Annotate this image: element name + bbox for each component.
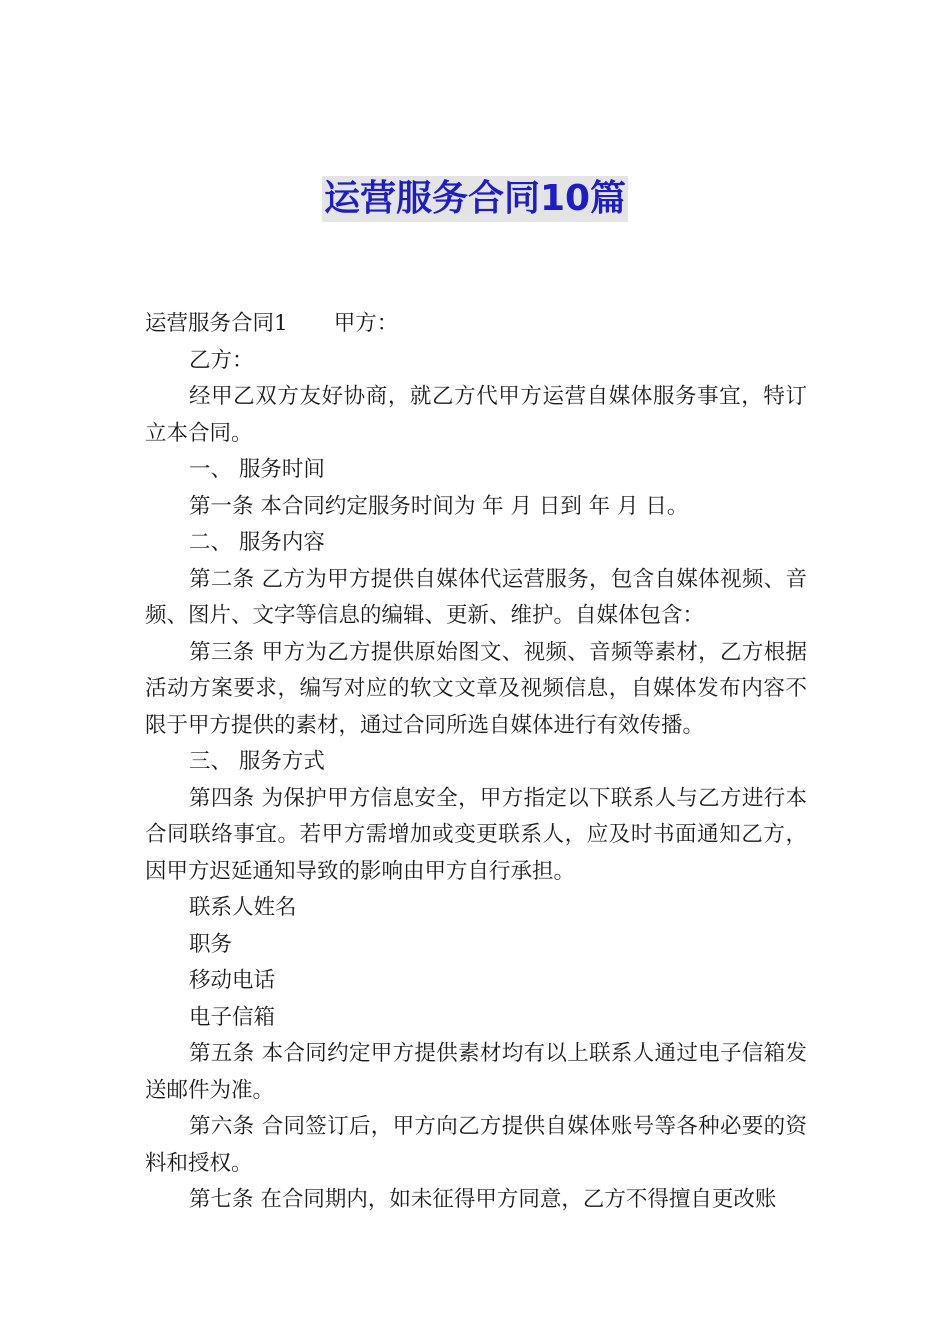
section-heading-service-content: 二、 服务内容 <box>189 530 325 555</box>
contact-title-label: 职务 <box>189 931 233 957</box>
article-1: 第一条 本合同约定服务时间为 年 月 日到 年 月 日。 <box>189 493 689 519</box>
preamble-paragraph: 经甲乙双方友好协商，就乙方代甲方运营自媒体服务事宜，特订立本合同。 <box>145 384 807 446</box>
contact-mobile-label: 移动电话 <box>189 968 276 993</box>
contact-name-label: 联系人姓名 <box>189 895 297 920</box>
section-heading-service-time: 一、 服务时间 <box>189 457 325 482</box>
contact-email-label: 电子信箱 <box>189 1004 276 1030</box>
contract-heading-line <box>145 306 807 343</box>
article-5: 第五条 本合同约定甲方提供素材均有以上联系人通过电子信箱发送邮件为准。 <box>145 1041 807 1103</box>
contract-heading: 运营服务合同1 <box>145 311 288 336</box>
section-heading-service-method: 三、 服务方式 <box>189 749 325 774</box>
article-6: 第六条 合同签订后，甲方向乙方提供自媒体账号等各种必要的资料和授权。 <box>145 1114 807 1176</box>
party-a-label: 甲方： <box>333 311 399 336</box>
document-body <box>145 306 807 1219</box>
title-container <box>0 176 950 222</box>
article-7: 第七条 在合同期内，如未征得甲方同意，乙方不得擅自更改账 <box>189 1187 777 1212</box>
article-3: 第三条 甲方为乙方提供原始图文、视频、音频等素材，乙方根据活动方案要求，编写对应的软文文章及视频信息，自媒体发布内容不限于甲方提供的素材，通过合同所选自媒体进行有效传播。 <box>145 639 807 738</box>
article-2: 第二条 乙方为甲方提供自媒体代运营服务，包含自媒体视频、音频、图片、文字等信息的编辑、更新、维护。自媒体包含： <box>145 566 807 628</box>
party-b-label: 乙方： <box>189 347 254 373</box>
document-title: 运营服务合同10篇 <box>322 176 628 222</box>
article-4: 第四条 为保护甲方信息安全，甲方指定以下联系人与乙方进行本合同联络事宜。若甲方需增加或变更联系人，应及时书面通知乙方，因甲方迟延通知导致的影响由甲方自行承担。 <box>145 785 807 884</box>
